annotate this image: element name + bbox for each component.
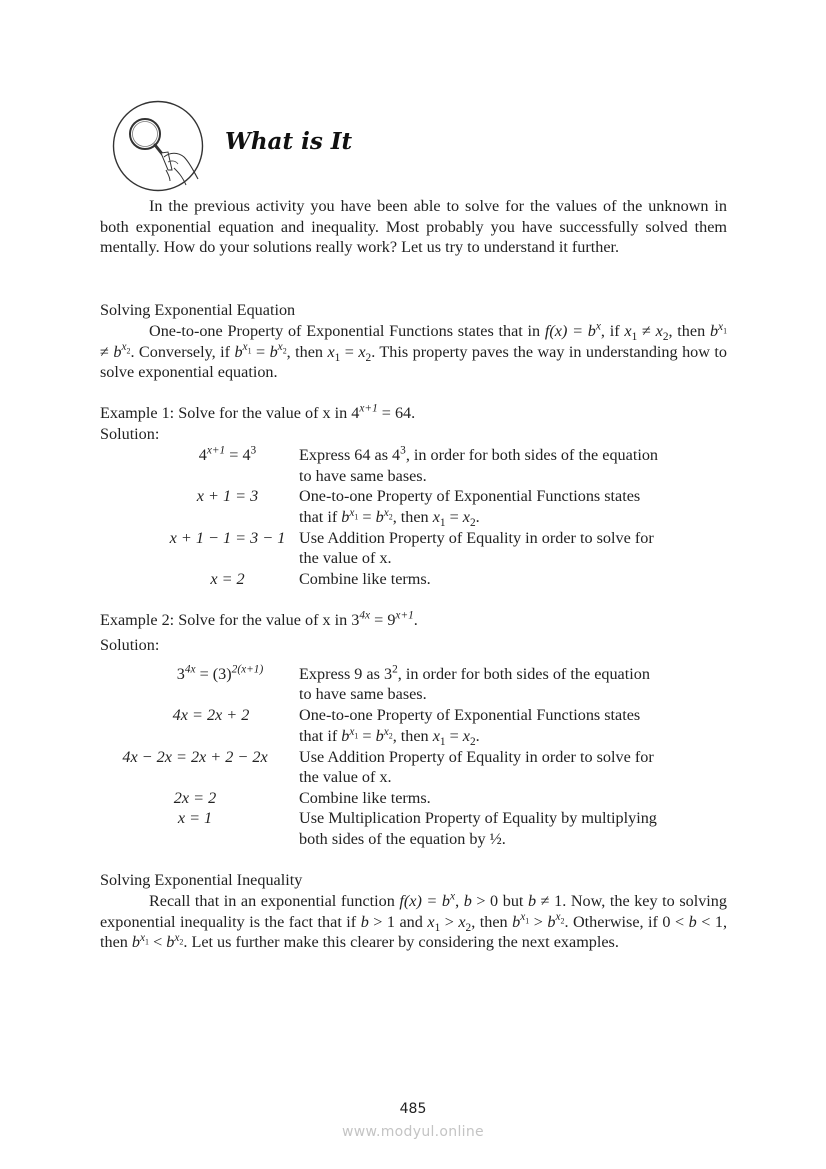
example-1-solution-label: Solution: bbox=[100, 425, 160, 443]
step-explanation: Use Addition Property of Equality in order to solve for bbox=[299, 748, 654, 766]
step-explanation-cont: the value of x. bbox=[299, 768, 392, 786]
step-explanation-cont: to have same bases. bbox=[299, 685, 427, 703]
step-explanation-cont: both sides of the equation by ½. bbox=[299, 830, 506, 848]
step-explanation-cont: to have same bases. bbox=[299, 467, 427, 485]
step-equation: x + 1 = 3 bbox=[196, 487, 259, 505]
example-2-step-4 bbox=[100, 788, 727, 809]
step-equation: $4^{x+1} = 4^3$ bbox=[198, 444, 257, 464]
one-to-one-property-paragraph: One-to-one Property of Exponential Functions states that in $f(x) = b^x$, if $x_1 \ne x_2$, then $b^{x_1} \ne b^{x_2}$. Conversely, if $b^{x_1} = b^{x_2}$, then $x_1 = x_2$. This property paves the way in understanding how to solve exponential equation. bbox=[100, 320, 728, 382]
example-2-step-1 bbox=[100, 664, 727, 685]
step-explanation: Combine like terms. bbox=[299, 789, 431, 807]
step-equation: 4x = 2x + 2 bbox=[172, 706, 250, 724]
step-explanation: Express 64 as $4^3$, in order for both sides of the equation bbox=[299, 444, 659, 464]
watermark-link[interactable]: www.modyul.online bbox=[342, 1124, 484, 1140]
step-explanation-cont: the value of x. bbox=[299, 549, 392, 567]
step-equation: x = 2 bbox=[210, 570, 245, 588]
step-equation: $3^{4x} = (3)^{2(x+1)}$ bbox=[176, 663, 264, 683]
section-title: What is It bbox=[225, 128, 353, 155]
step-explanation-cont: that if $b^{x_1} = b^{x_2}$, then $x_1 = x_2$. bbox=[299, 506, 480, 530]
example-1-step-2 bbox=[100, 486, 727, 507]
step-explanation-cont: that if $b^{x_1} = b^{x_2}$, then $x_1 = x_2$. bbox=[299, 725, 480, 749]
step-explanation: Express 9 as $3^2$, in order for both sides of the equation bbox=[299, 663, 650, 683]
step-explanation: Use Addition Property of Equality in order to solve for bbox=[299, 529, 654, 547]
step-equation: 4x − 2x = 2x + 2 − 2x bbox=[122, 748, 268, 766]
inequality-paragraph: Recall that in an exponential function $f(x) = b^x$, b > 0 but b ≠ 1. Now, the key to solving exponential inequality is the fact that if b > 1 and $x_1 > x_2$, then $b^{x_1} > b^{x_2}$. Otherwise, if 0 < b < 1, then $b^{x_1} < b^{x_2}$. Let us further make this clearer by considering the next examples. bbox=[100, 890, 727, 952]
step-equation: x + 1 − 1 = 3 − 1 bbox=[169, 529, 286, 547]
step-explanation: One-to-one Property of Exponential Functions states bbox=[299, 706, 641, 724]
example-2-step-3 bbox=[100, 747, 727, 768]
step-explanation: Combine like terms. bbox=[299, 570, 431, 588]
example-1-step-4 bbox=[100, 569, 727, 590]
example-2-solution-label: Solution: bbox=[100, 636, 160, 654]
example-2-step-5 bbox=[100, 808, 727, 829]
example-2-prompt: Example 2: Solve for the value of x in $3^{4x} = 9^{x+1}$. bbox=[100, 609, 418, 629]
step-equation: 2x = 2 bbox=[173, 789, 217, 807]
intro-paragraph: In the previous activity you have been able to solve for the values of the unknown in both exponential equation and inequality. Most probably you have successfully solved them mentally. How do your solutions really work? Let us try to understand it further. bbox=[100, 197, 727, 257]
step-explanation: Use Multiplication Property of Equality by multiplying bbox=[299, 809, 657, 827]
step-explanation: One-to-one Property of Exponential Functions states bbox=[299, 487, 641, 505]
example-1-prompt: Example 1: Solve for the value of x in $4^{x+1} = 64$. bbox=[100, 402, 416, 422]
example-1-step-1 bbox=[100, 445, 727, 466]
example-2-step-2 bbox=[100, 705, 727, 726]
step-equation: x = 1 bbox=[177, 809, 213, 827]
equation-section-heading: Solving Exponential Equation bbox=[100, 301, 296, 319]
page-number: 485 bbox=[399, 1101, 427, 1117]
magnifying-glass-in-hand-icon bbox=[112, 100, 204, 192]
inequality-section-heading: Solving Exponential Inequality bbox=[100, 871, 303, 889]
example-1-step-3 bbox=[100, 528, 727, 549]
